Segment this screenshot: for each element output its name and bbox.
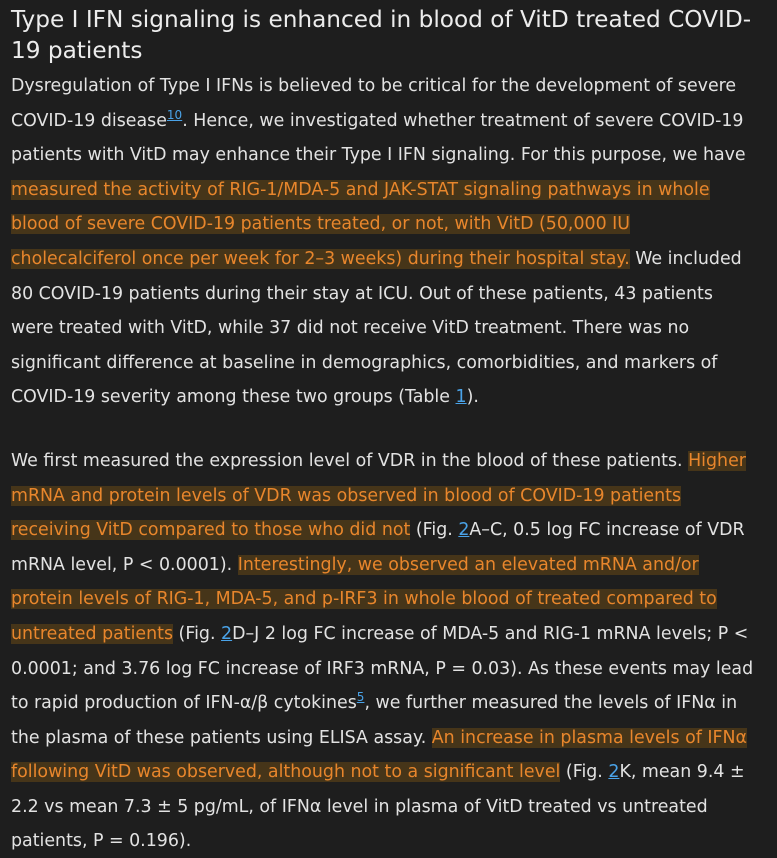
figure-link[interactable]: 2	[221, 623, 233, 644]
text-span: (Fig.	[560, 762, 609, 783]
text-span: (Fig.	[410, 520, 459, 541]
text-span: We included 80 COVID-19 patients during their stay at ICU. Out of these patients, 43 patients were treated with VitD, while 37 did not receive VitD treatment. There was no significant difference at baseline in demographics, comorbidities, and markers of COVID-19 severity among these two groups (Table	[11, 248, 742, 408]
text-span: K, mean 9.4 ± 2.2 vs mean 7.3 ± 5 pg/mL, of IFNα level in plasma of VitD treated vs untreated patients, P = 0.196).	[11, 762, 745, 852]
paragraph-2	[11, 444, 757, 858]
table-link[interactable]: 1	[455, 387, 467, 408]
citation-link[interactable]: 10	[166, 107, 183, 122]
figure-link[interactable]: 2	[458, 520, 470, 541]
text-span: . Hence, we investigated whether treatment of severe COVID-19 patients with VitD may enhance their Type I IFN signaling. For this purpose, we have	[11, 110, 746, 166]
section-title: Type I IFN signaling is enhanced in blood of VitD treated COVID-19 patients	[11, 6, 752, 64]
text-span: D–J 2 log FC increase of MDA-5 and RIG-1 mRNA levels; P < 0.0001; and 3.76 log FC increase of IRF3 mRNA, P = 0.03). As these events may lead to rapid production of IFN-α/β cytokines	[11, 623, 754, 714]
citation-link[interactable]: 5	[356, 690, 365, 705]
text-span: A–C, 0.5 log FC increase of VDR mRNA level, P < 0.0001).	[11, 520, 745, 575]
highlighted-text: measured the activity of RIG-1/MDA-5 and JAK-STAT signaling pathways in whole blood of severe COVID-19 patients treated, or not, with VitD (50,000 IU cholecalciferol once per week for 2–3 weeks) during their hospital stay.	[11, 179, 710, 269]
paragraph-1	[11, 69, 757, 415]
text-span: , we further measured the levels of IFNα in the plasma of these patients using ELISA assay.	[11, 693, 738, 748]
figure-link[interactable]: 2	[608, 762, 620, 783]
text-span: We first measured the expression level of VDR in the blood of these patients.	[11, 450, 689, 471]
text-span: (Fig.	[173, 623, 222, 644]
highlighted-text: An increase in plasma levels of IFNα following VitD was observed, although not to a significant level	[11, 727, 747, 783]
text-span: ).	[466, 387, 479, 408]
highlighted-text: Higher mRNA and protein levels of VDR was observed in blood of COVID-19 patients receiving VitD compared to those who did not	[11, 450, 746, 541]
highlighted-text: Interestingly, we observed an elevated mRNA and/or protein levels of RIG-1, MDA-5, and p-IRF3 in whole blood of treated compared to untreated patients	[11, 554, 717, 644]
text-span: Dysregulation of Type I IFNs is believed to be critical for the development of severe COVID-19 disease	[11, 76, 737, 131]
